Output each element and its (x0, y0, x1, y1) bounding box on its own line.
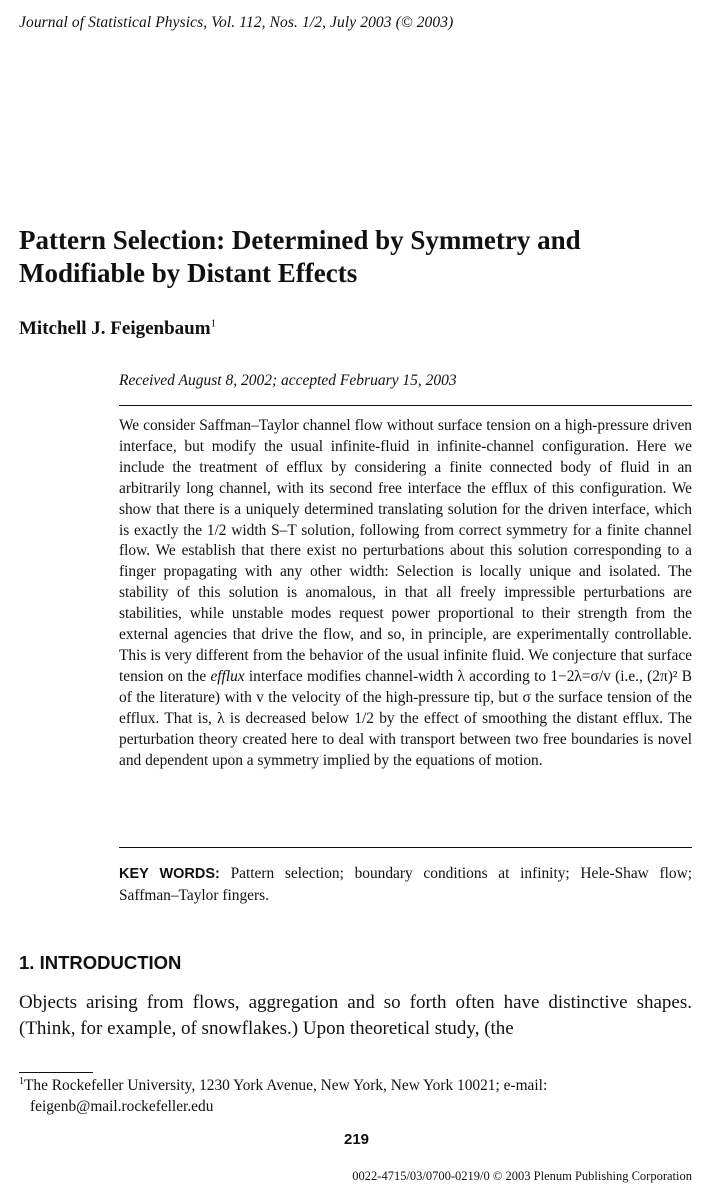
author-line (19, 318, 216, 340)
keywords-label: KEY WORDS: (119, 866, 220, 882)
author-name: Mitchell J. Feigenbaum (19, 318, 211, 339)
copyright-line: 0022-4715/03/0700-0219/0 © 2003 Plenum Publishing Corporation (352, 1169, 692, 1183)
received-dates: Received August 8, 2002; accepted February 15, 2003 (119, 372, 457, 389)
journal-header: Journal of Statistical Physics, Vol. 112, Nos. 1/2, July 2003 (© 2003) (19, 14, 454, 31)
article-title: Pattern Selection: Determined by Symmetry and Modifiable by Distant Effects (19, 225, 581, 288)
section-heading: 1. INTRODUCTION (19, 952, 182, 973)
page-number: 219 (343, 1131, 370, 1148)
footnote-line1: The Rockefeller University, 1230 York Avenue, New York, New York 10021; e-mail: (24, 1077, 548, 1094)
abstract-text-part1: We consider Saffman–Taylor channel flow without surface tension on a high-pressure driven interface, but modify the usual infinite-fluid in infinite-channel configuration. Here we include the treatment of efflux by considering a finite connected body of fluid in an arbitrarily long channel, with its second free interface the efflux of this configuration. We show that there is a uniquely determined translating solution for the driven interface, which is exactly the 1/2 width S–T solution, following from correct symmetry for a finite channel flow. We establish that there exist no perturbations about this solution corresponding to a finger propagating with any other width: Selection is locally unique and isolated. The stability of this solution is anomalous, in that all freely impressible perturbations are stabilities, while unstable modes request power proportional to their strength from the external agencies that drive the flow, and so, in principle, are experimentally controllable. This is very different from the behavior of the usual infinite fluid. We conjecture that surface tension on the (119, 417, 692, 685)
abstract-bottom-rule (119, 847, 692, 848)
keywords (119, 863, 692, 906)
introduction-text: Objects arising from flows, aggregation and so forth often have distinctive shapes. (Think, for example, of snowflakes.) Upon theoretical study, (the (19, 992, 692, 1039)
abstract-top-rule (119, 405, 692, 406)
abstract-text-part2: interface modifies channel-width λ according to 1−2λ=σ/v (i.e., (2π)² B of the literature) with v the velocity of the high-pressure tip, but σ the surface tension of the efflux. That is, λ is decreased below 1/2 by the effect of smoothing the distant efflux. The perturbation theory created here to deal with transport between two free boundaries is novel and dependent upon a symmetry implied by the equations of motion. (119, 667, 692, 769)
abstract (119, 416, 692, 771)
abstract-emphasis: efflux (210, 667, 245, 685)
footnote-rule (19, 1072, 93, 1073)
author-footnote-mark: 1 (210, 317, 217, 330)
footnote-email: feigenb@mail.rockefeller.edu (30, 1098, 214, 1115)
footnote (19, 1075, 692, 1117)
footnote-mark: 1 (19, 1075, 24, 1087)
keywords-text: Pattern selection; boundary conditions at infinity; Hele-Shaw flow; Saffman–Taylor fingers. (119, 865, 692, 904)
